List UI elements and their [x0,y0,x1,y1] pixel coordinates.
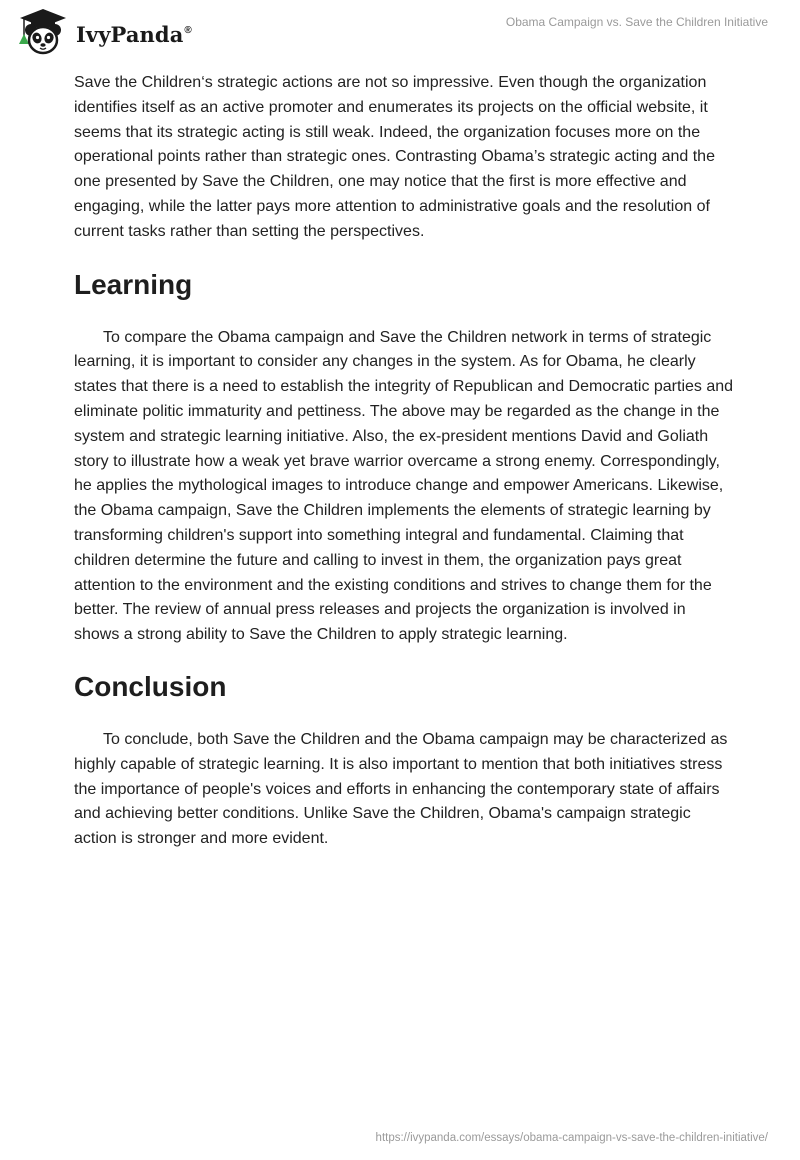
page-header [0,0,800,66]
essay-content [74,71,734,852]
section-heading-learning: Learning [74,268,193,300]
panda-graduation-cap-icon [14,8,72,56]
logo-text: IvyPanda® [76,21,192,47]
intro-paragraph: Save the Children‘s strategic actions are not so impressive. Even though the organization identifies itself as an active promoter and enumerates its projects on the official website, it seems that its strategic acting is still weak. Indeed, the organization focuses more on the operational points rather than strategic ones. Contrasting Obama’s strategic acting and the one presented by Save the Children, one may notice that the first is more effective and engaging, while the latter pays more attention to administrative goals and the resolution of current tasks rather than setting the perspectives. [74,74,715,240]
section-heading-conclusion: Conclusion [74,670,227,702]
registered-mark: ® [184,24,192,36]
source-url[interactable]: https://ivypanda.com/essays/obama-campaign-vs-save-the-children-initiative/ [375,1132,768,1144]
ivypanda-logo[interactable] [14,8,192,56]
document-title: Obama Campaign vs. Save the Children Initiative [505,15,768,29]
learning-paragraph: To compare the Obama campaign and Save the Children network in terms of strategic learning, it is important to consider any changes in the system. As for Obama, he clearly states that there is a need to establish the integrity of Republican and Democratic parties and eliminate politic immaturity and pettiness. The above may be regarded as the change in the system and strategic learning initiative. Also, the ex-president mentions David and Goliath story to illustrate how a weak yet brave warrior overcame a strong enemy. Correspondingly, he applies the mythological images to introduce change and empower Americans. Likewise, the Obama campaign, Save the Children implements the elements of strategic learning by transforming children's support into something integral and fundamental. Claiming that children determine the future and calling to invest in them, the organization pays great attention to the environment and the existing conditions and strives to change them for the better. The review of annual press releases and projects the organization is involved in shows a strong ability to Save the Children to apply strategic learning. [74,328,734,644]
conclusion-paragraph: To conclude, both Save the Children and the Obama campaign may be characterized as highly capable of strategic learning. It is also important to mention that both initiatives stress the importance of people's voices and efforts in enhancing the contemporary state of affairs and achieving better conditions. Unlike Save the Children, Obama's campaign strategic action is stronger and more evident. [74,730,728,848]
